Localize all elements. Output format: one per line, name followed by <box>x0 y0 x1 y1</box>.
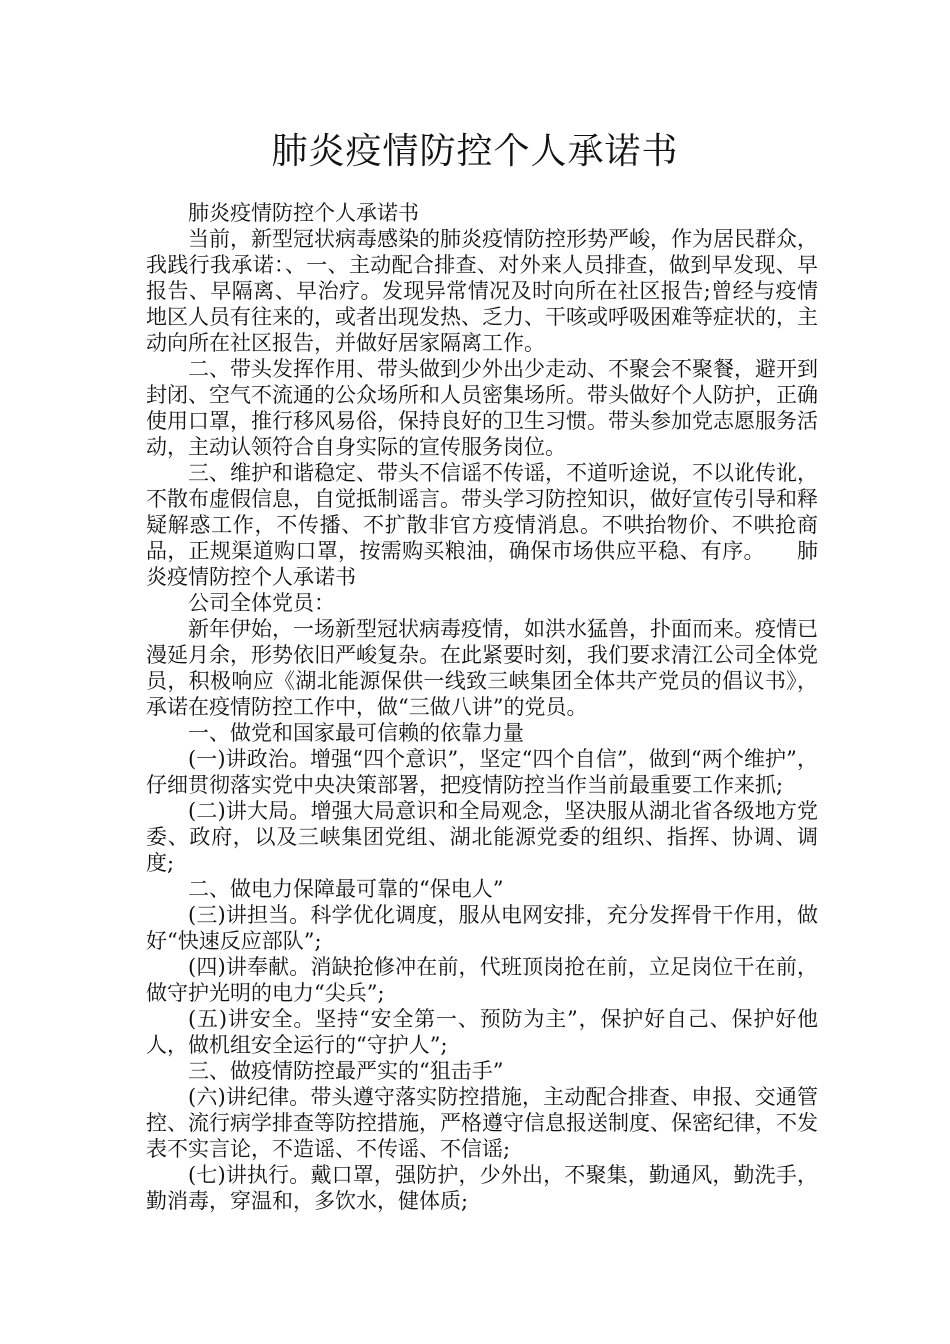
document-title: 肺炎疫情防控个人承诺书 <box>271 131 679 172</box>
paragraph-subtitle: 肺炎疫情防控个人承诺书 <box>188 201 419 225</box>
paragraph-item-safety: (五)讲安全。坚持“安全第一、预防为主”，保护好自己、保护好他人，做机组安全运行的“守护人”; <box>146 1007 818 1057</box>
paragraph-section-two: 二、带头发挥作用、带头做到少外出少走动、不聚会不聚餐，避开到封闭、空气不流通的公众场所和人员密集场所。带头做好个人防护，正确使用口罩，推行移风易俗，保持良好的卫生习惯。带头参加党志愿服务活动，主动认领符合自身实际的宣传服务岗位。 <box>146 357 818 459</box>
paragraph-item-execution: (七)讲执行。戴口罩，强防护，少外出，不聚集，勤通风，勤洗手，勤消毒，穿温和，多饮水，健体质; <box>146 1163 818 1213</box>
paragraph-item-responsibility: (三)讲担当。科学优化调度，服从电网安排，充分发挥骨干作用，做好“快速反应部队”; <box>146 903 818 953</box>
paragraph-salutation: 公司全体党员： <box>188 591 335 615</box>
heading-epidemic-control: 三、做疫情防控最严实的“狙击手” <box>188 1059 504 1083</box>
paragraph-item-big-picture: (二)讲大局。增强大局意识和全局观念，坚决服从湖北省各级地方党委、政府，以及三峡集团党组、湖北能源党委的组织、指挥、协调、调度; <box>146 799 818 875</box>
paragraph-item-discipline: (六)讲纪律。带头遵守落实防控措施，主动配合排查、申报、交通管控、流行病学排查等防控措施，严格遵守信息报送制度、保密纪律，不发表不实言论，不造谣、不传谣、不信谣; <box>146 1085 818 1161</box>
document-body <box>146 200 818 1214</box>
heading-party-reliance: 一、做党和国家最可信赖的依靠力量 <box>188 721 524 745</box>
paragraph-section-three: 三、维护和谐稳定、带头不信谣不传谣，不道听途说，不以讹传讹，不散布虚假信息，自觉抵制谣言。带头学习防控知识，做好宣传引导和释疑解惑工作，不传播、不扩散非官方疫情消息。不哄抬物价、不哄抢商品，正规渠道购口罩，按需购买粮油，确保市场供应平稳、有序。 肺炎疫情防控个人承诺书 <box>146 461 818 589</box>
paragraph-item-politics: (一)讲政治。增强“四个意识”，坚定“四个自信”，做到“两个维护”，仔细贯彻落实党中央决策部署，把疫情防控当作当前最重要工作来抓; <box>146 747 818 797</box>
paragraph-item-dedication: (四)讲奉献。消缺抢修冲在前，代班顶岗抢在前，立足岗位干在前，做守护光明的电力“尖兵”; <box>146 955 818 1005</box>
paragraph-introduction: 新年伊始，一场新型冠状病毒疫情，如洪水猛兽，扑面而来。疫情已漫延月余，形势依旧严峻复杂。在此紧要时刻，我们要求清江公司全体党员，积极响应《湖北能源保供一线致三峡集团全体共产党员的倡议书》，承诺在疫情防控工作中，做“三做八讲”的党员。 <box>146 617 818 719</box>
heading-power-guarantee: 二、做电力保障最可靠的“保电人” <box>188 877 504 901</box>
paragraph-resident-commitment: 当前，新型冠状病毒感染的肺炎疫情防控形势严峻，作为居民群众，我践行我承诺：、一、主动配合排查、对外来人员排查，做到早发现、早报告、早隔离、早治疗。发现异常情况及时向所在社区报告;曾经与疫情地区人员有往来的，或者出现发热、乏力、干咳或呼吸困难等症状的，主动向所在社区报告，并做好居家隔离工作。 <box>146 227 818 355</box>
